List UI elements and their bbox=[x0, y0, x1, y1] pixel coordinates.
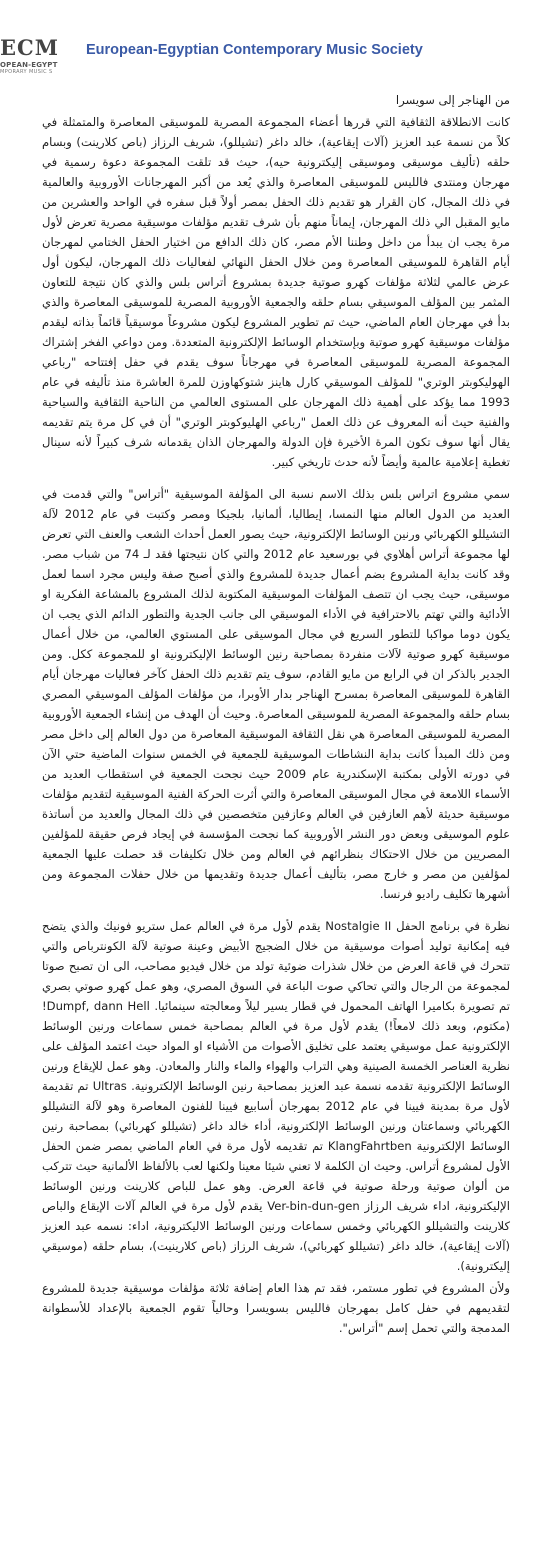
article-paragraph-1: كانت الانطلاقة الثقافية التي قررها أعضاء المجموعة المصرية للموسيقى المعاصرة والمتمثلة في كلاً من نسمة عبد العزيز (آلات إيقاعية)، خالد داغر (تشيللو)، شريف الرزاز (باص كلارينت) وبسام حلقه (تأليف موسيقى وموسيقى إليكترونية حيه)، حيث قد تلقت المجموعة دعوة رسمية في مهرجان ومنتدى فالليس للموسيقى المعاصرة والذي يُعد من أكبر المهرجانات الأوروبية والعالمية في ذلك المجال، كان القرار هو تقديم ذلك الحفل بمصر أولاً قبل سفره في الواحد والعشرين من مايو المقبل الي ذلك المهرجان، إيماناً منهم بأن شرف تقديم مؤلفات موسيقية مصرية تعرض لأول مرة يجب ان يبدأ من داخل وطننا الأم مصر، كان ذلك الدافع من اختيار الحفل الختامي لمهرجان أيام القاهرة للموسيقى المعاصرة ومن خلال الحفل النهائي لفعاليات ذلك المهرجان، ليكون أول عرض عالمي لثلاثة مؤلفات كهرو صوتية جديدة بمشروع أتراس بلس والذي كان نتيجة للتعاون المثمر بين المؤلف الموسيقي بسام حلقه والجمعية الأوروبية المصرية للموسيقى المعاصرة والذي بدأ في مهرجان العام الماضي، حيث تم تطوير المشروع ليكون مشروعاً موسيقياً قائماً بذاته ليقدم مؤلفات موسيقية كهرو صوتية وبإستخدام الوسائط الإلكترونية المتعددة. ومن دواعي الفخر إشتراك المجموعة المصرية للموسيقى المعاصرة في مهرجاناً سوف يقدم في حفل إفتتاحه "رباعي الهوليكوبتر الوتري" للمؤلف الموسيقي كارل هاينز شتوكهاوزن للمرة العاشرة منذ تأليفه في عام 1993 مما يؤكد على أهمية ذلك المهرجان على المستوى العالمي من الناحية الثقافية والسياحية والفنية حيث أنه المعروف عن ذلك العمل "رباعي الهليوكوبتر الوتري" أن في كل مرة يتم تقديمه يقال أنها سوف تكون المرة الأخيرة فإن الدولة والمهرجان الذان يقدمانه شرف كبيراً لأنه سينال تغطية إعلامية عالمية وأيضاً لأنه حدث تاريخي كبير. bbox=[42, 115, 510, 469]
article-heading: من الهناجر إلى سويسرا bbox=[395, 93, 510, 107]
article-body bbox=[42, 90, 510, 1350]
logo-letters: ECM bbox=[0, 36, 59, 60]
article-paragraph-4: ولأن المشروع في تطور مستمر، فقد تم هذا العام إضافة ثلاثة مؤلفات موسيقية جديدة للمشروع لتقديمهم في حفل كامل بمهرجان فالليس بسويسرا وحالياً تقوم الجمعية بالإعداد للأسطوانة المدمجة والتي تحمل إسم "أتراس". bbox=[42, 1281, 510, 1335]
article-paragraph-2: سمي مشروع اتراس بلس بذلك الاسم نسبة الى المؤلفة الموسيقية "أتراس" والتي قدمت في العديد من الدول العالم منها النمسا، إيطاليا، ألمانيا، بلجيكا ومصر وكتبت في عام 2012 لآلة التشيللو الكهربائي ورنين الوسائط الإلكترونية، حيث يصور العمل أحداث الشعب والعنف التي تعرض لها مجموعة أتراس أهلاوي في بورسعيد عام 2012 والتي كان نتيجتها فقد لـ 74 من شباب مصر. وقد كانت بداية المشروع بضم أعمال جديدة للمشروع والذي أصبح صفة وليس مجرد اسما لعمل موسيقى، حيث يجب ان تتصف المؤلفات الموسيقية المكتوبة لذلك المشروع بالمشاعة الفكرية او الأدائية والتي تهتم بالاحترافية في الأداء الموسيقي الى جانب الجدية والتطور الدائم الذي يجب ان يكون دوما مواكبا للتطور السريع في مجال الموسيقى على المستوي العالمي، من خلال أعمال موسيقية كهرو صوتية لآلات منفردة بمصاحبة رنين الوسائط الإليكترونية او للمجموعة ككل. ومن الجدير بالذكر ان في الرابع من مايو القادم، سوف يتم تقديم ذلك الحفل كآخر فعاليات مهرجان أيام القاهرة للموسيقى المعاصرة بمسرح الهناجر بدار الأوبرا، من مؤلفات المؤلف الموسيقي المصري بسام حلقه والمجموعة المصرية للموسيقى المعاصرة. وحيث أن الهدف من إنشاء الجمعية الأوروبية المصرية للموسيقى المعاصرة هي نقل الثقافة الموسيقية المعاصرة من دول العالم إلى داخل مصر ومن ذلك المبدأ كانت بداية النشاطات الموسيقية للجمعية في الخمس سنوات الماضية حتي الآن في دورته الأولى بمكتبة الإسكندرية عام 2009 حيث نجحت الجمعية في استقطاب العديد من الأسماء اللامعة في مجال الموسيقى المعاصرة والتي أثرت الحركة الفنية الموسيقية لتقديم مؤلفات موسيقية حديثة لأهم العازفين في العالم وعازفين متخصصين في ذلك المجال والعديد من أساتذة علوم الموسيقى وبعض دور النشر الأوروبية كما نجحت المؤسسة في إيجاد فرص حقيقة للمؤلفين المصريين من خلال الاحتكاك بنظرائهم في العالم ومن خلال تكليفات قد حصلت عليها الجمعية لمؤلفين من مصر و خارج مصر، بتأليف أعمال جديدة وتقديمها من خلال حفلات المجموعة ومن أشهرها تكليف راديو فرنسا. bbox=[42, 487, 511, 901]
society-logo[interactable] bbox=[0, 36, 78, 80]
article-paragraph-3: نظرة في برنامج الحفل Nostalgie II يقدم لأول مرة في العالم عمل ستريو فونيك والذي يتضح فيه إمكانية توليد أصوات موسيقية من خلال الضجيج الأبيض وعينة صوتية لآلة الكونترباص والتي تتحرك في قاعة العرض من خلال شذرات ضوئية تولد من خلال فيديو مصاحب، الى ان تصبح صوتا لمجموعة من الرجال والتي تحاكي صوت الباعة في السوق المصري، وهو عمل كهرو صوتي بصري تم تصويرة بكاميرا الهاتف المحمول في قطار يسير ليلاً ومعالجته سينمائيا. Dumpf, dann Hell! (مكتوم، وبعد ذلك لامعاً!) يقدم لأول مرة في العالم بمصاحبة خمس سماعات ورنين الوسائط الإلكترونية عمل موسيقي يعتمد على تخليق الأصوات من الأشياء او المواد حيث اعتمد المؤلف على نظرية العناصر الخمسة الصينية وهي التراب والهواء والماء والنار والمعادن. وهو عمل للإيقاع ورنين الوسائط الإلكترونية تقدمه نسمة عبد العزيز بمصاحبة رنين الوسائط الإلكترونية. Ultras تم تقديمة لأول مرة بمدينة فيينا في عام 2012 بمهرجان أسابيع فيينا للفنون المعاصرة وهو لآلة التشيللو الكهربائي وسماعتان ورنين الوسائط الإلكترونية، أداء خالد داغر (تشيللو كهربائي) بمصاحبة رنين الوسائط الإلكترونية KlangFahrtben تم تقديمه لأول مرة في العام الماضي بمصر ضمن الحفل الأول لمشروع أتراس. وحيث ان الكلمة لا تعني شيئا معينا ولكنها لعب بالألفاظ الألمانية حيث تتركب من ألوان صوتية ورحلة صوتية في قاعة العرض. وهو عمل للباص كلارينت ورنين الوسائط الإليكترونية، اداء شريف الرزاز Ver-bin-dun-gen يقدم لأول مرة في العالم آلات الإيقاع والباص كلارينت والتشيللو الكهربائي وخمس سماعات ورنين الوسائط الاليكترونية، اداء: نسمه عبد العزيز (آلات إيقاعية)، خالد داغر (تشيللو كهربائي)، شريف الرزاز (باص كلارينيت)، بسام حلقه (موسيقي إليكترونية). bbox=[42, 919, 510, 1273]
logo-tagline: MPORARY MUSIC S bbox=[0, 69, 53, 75]
logo-subtitle: OPEAN-EGYPT bbox=[0, 61, 58, 69]
site-header bbox=[0, 0, 548, 75]
site-title[interactable]: European-Egyptian Contemporary Music Society bbox=[86, 42, 423, 58]
